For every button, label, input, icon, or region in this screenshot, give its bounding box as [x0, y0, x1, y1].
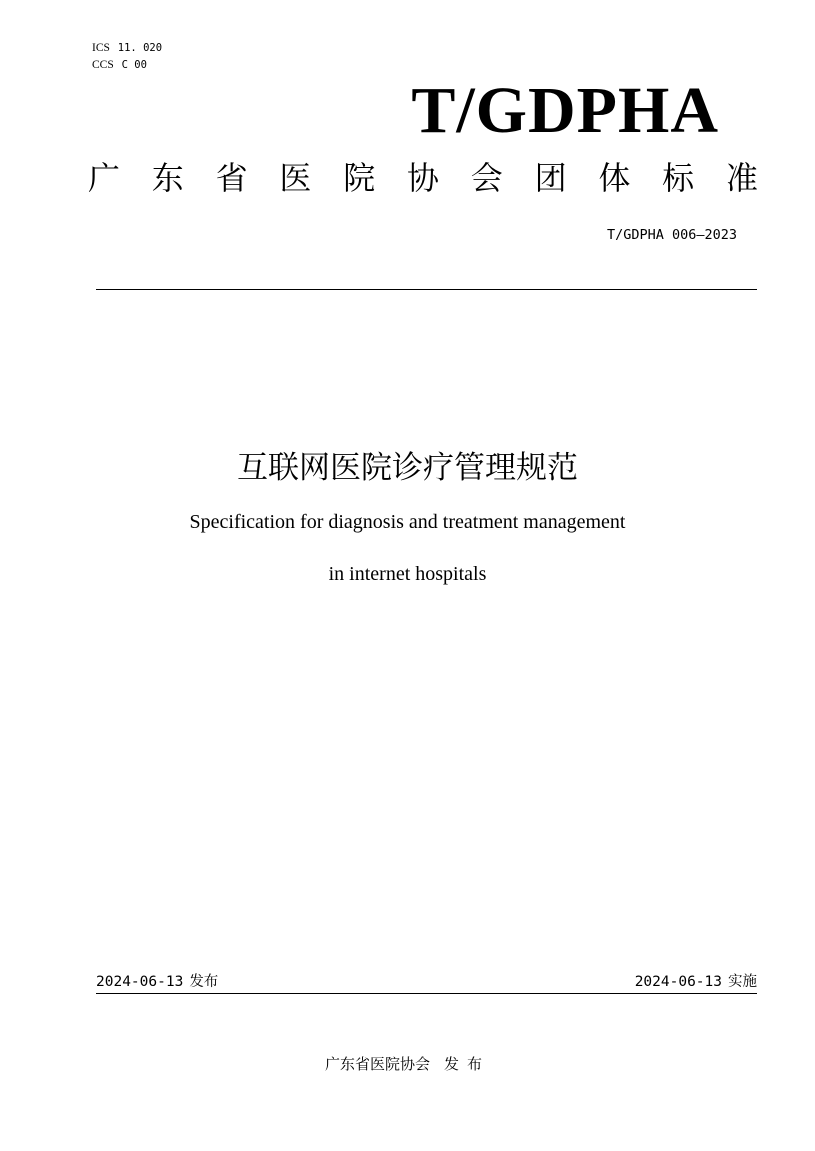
footer-divider	[96, 993, 757, 994]
ccs-value: C 00	[121, 59, 147, 71]
ccs-label: CCS	[92, 59, 114, 71]
standard-type-char: 会	[470, 159, 503, 197]
standard-type-char: 东	[151, 159, 184, 197]
standard-type-char: 协	[406, 159, 439, 197]
standard-type-char: 体	[598, 159, 631, 197]
implementation-date	[635, 972, 757, 992]
organisation-mark: T/GDPHA	[411, 74, 719, 147]
standard-type-char: 医	[279, 159, 312, 197]
header-divider	[96, 289, 757, 290]
classification-codes	[92, 40, 162, 74]
title-english-line1: Specification for diagnosis and treatment management	[189, 511, 626, 533]
title-english-line2: in internet hospitals	[328, 563, 487, 585]
issue-date-label: 发布	[189, 974, 219, 990]
standard-type-char: 院	[343, 159, 376, 197]
publisher-verb: 发布	[444, 1055, 491, 1073]
implementation-date-value: 2024-06-13	[634, 974, 722, 990]
standard-type-char: 广	[88, 159, 121, 197]
title-chinese: 互联网医院诊疗管理规范	[237, 450, 578, 486]
standard-number: T/GDPHA 006—2023	[606, 227, 737, 243]
standard-type-line	[88, 158, 758, 198]
publisher-line	[0, 1053, 815, 1075]
ics-label: ICS	[92, 42, 110, 54]
standard-type-char: 省	[215, 159, 248, 197]
standard-type-char: 团	[534, 159, 567, 197]
issue-date-value: 2024-06-13	[96, 974, 184, 990]
implementation-date-label: 实施	[728, 974, 757, 990]
issue-date	[96, 972, 218, 992]
publisher-name: 广东省医院协会	[324, 1055, 430, 1073]
ics-value: 11. 020	[117, 42, 163, 54]
standard-type-char: 准	[725, 159, 758, 197]
standard-type-char: 标	[662, 159, 695, 197]
ics-code	[92, 40, 162, 57]
ccs-code	[92, 57, 162, 74]
